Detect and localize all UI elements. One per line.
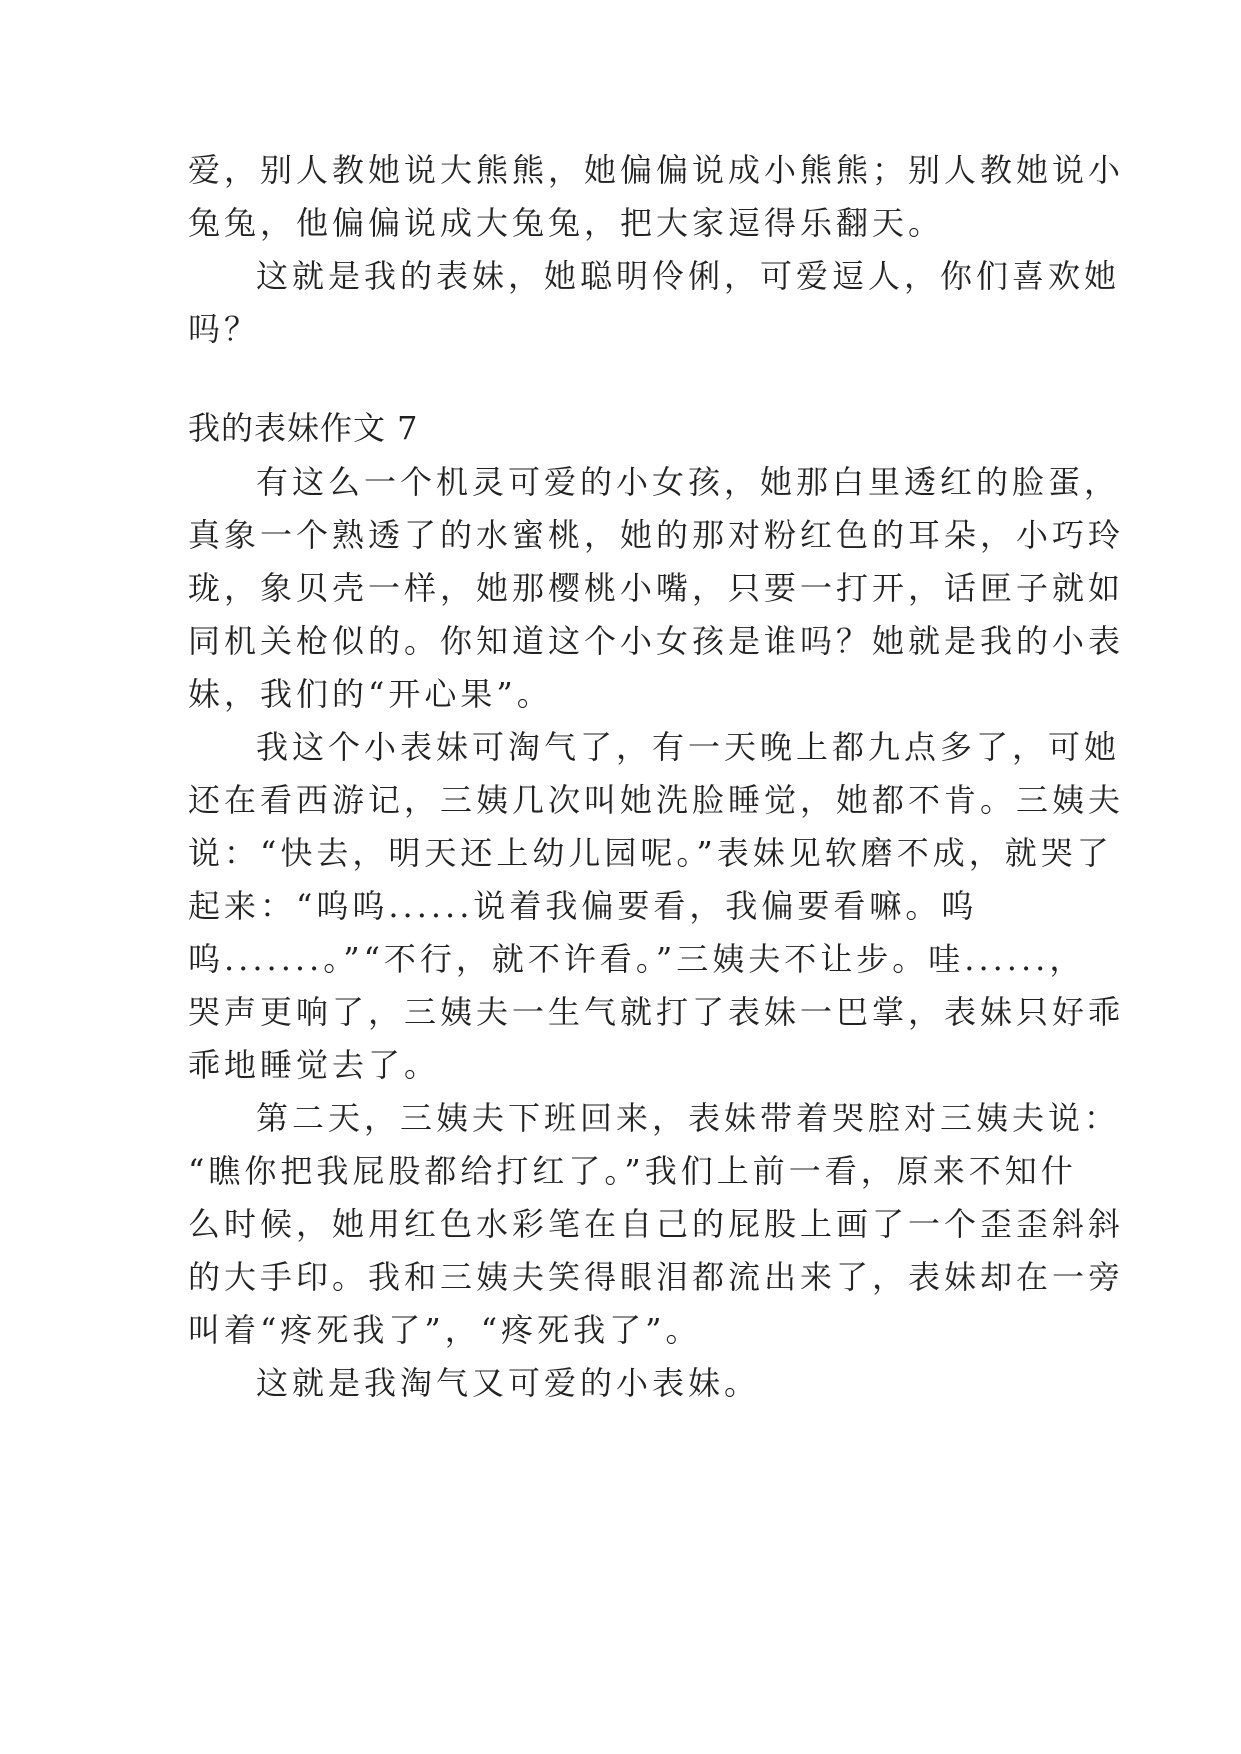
paragraph-line: 哭声更响了，三姨夫一生气就打了表妹一巴掌，表妹只好乖 bbox=[188, 993, 1125, 1031]
paragraph-line: 么时候，她用红色水彩笔在自己的屁股上画了一个歪歪斜斜 bbox=[188, 1205, 1125, 1243]
paragraph-line: “瞧你把我屁股都给打红了。”我们上前一看，原来不知什 bbox=[188, 1152, 1077, 1190]
paragraph-line: 妹，我们的“开心果”。 bbox=[188, 675, 553, 713]
paragraph-line: 呜.......。”“不行，就不许看。”三姨夫不让步。哇......， bbox=[188, 940, 1086, 978]
paragraph-line: 真象一个熟透了的水蜜桃，她的那对粉红色的耳朵，小巧玲 bbox=[188, 516, 1125, 554]
paragraph-line: 兔兔，他偏偏说成大兔兔，把大家逗得乐翻天。 bbox=[188, 204, 945, 242]
paragraph-line: 有这么一个机灵可爱的小女孩，她那白里透红的脸蛋， bbox=[256, 463, 1121, 501]
paragraph-line: 我这个小表妹可淘气了，有一天晚上都九点多了，可她 bbox=[256, 728, 1121, 766]
paragraph-line: 这就是我淘气又可爱的小表妹。 bbox=[256, 1364, 761, 1402]
section-heading: 我的表妹作文 7 bbox=[188, 409, 419, 447]
paragraph-line: 说：“快去，明天还上幼儿园呢。”表妹见软磨不成，就哭了 bbox=[188, 834, 1113, 872]
paragraph-line: 吗？ bbox=[188, 310, 261, 348]
paragraph-line: 还在看西游记，三姨几次叫她洗脸睡觉，她都不肯。三姨夫 bbox=[188, 781, 1125, 819]
paragraph-line: 第二天，三姨夫下班回来，表妹带着哭腔对三姨夫说： bbox=[256, 1099, 1121, 1137]
paragraph-line: 珑，象贝壳一样，她那樱桃小嘴，只要一打开，话匣子就如 bbox=[188, 569, 1125, 607]
paragraph-line: 乖地睡觉去了。 bbox=[188, 1046, 441, 1084]
paragraph-line: 这就是我的表妹，她聪明伶俐，可爱逗人，你们喜欢她 bbox=[256, 257, 1121, 295]
paragraph-line: 同机关枪似的。你知道这个小女孩是谁吗？她就是我的小表 bbox=[188, 622, 1125, 660]
paragraph-line: 叫着“疼死我了”，“疼死我了”。 bbox=[188, 1311, 702, 1349]
paragraph-line: 爱，别人教她说大熊熊，她偏偏说成小熊熊；别人教她说小 bbox=[188, 151, 1125, 189]
paragraph-line: 的大手印。我和三姨夫笑得眼泪都流出来了，表妹却在一旁 bbox=[188, 1258, 1125, 1296]
paragraph-line: 起来：“呜呜......说着我偏要看，我偏要看嘛。呜 bbox=[188, 887, 978, 925]
